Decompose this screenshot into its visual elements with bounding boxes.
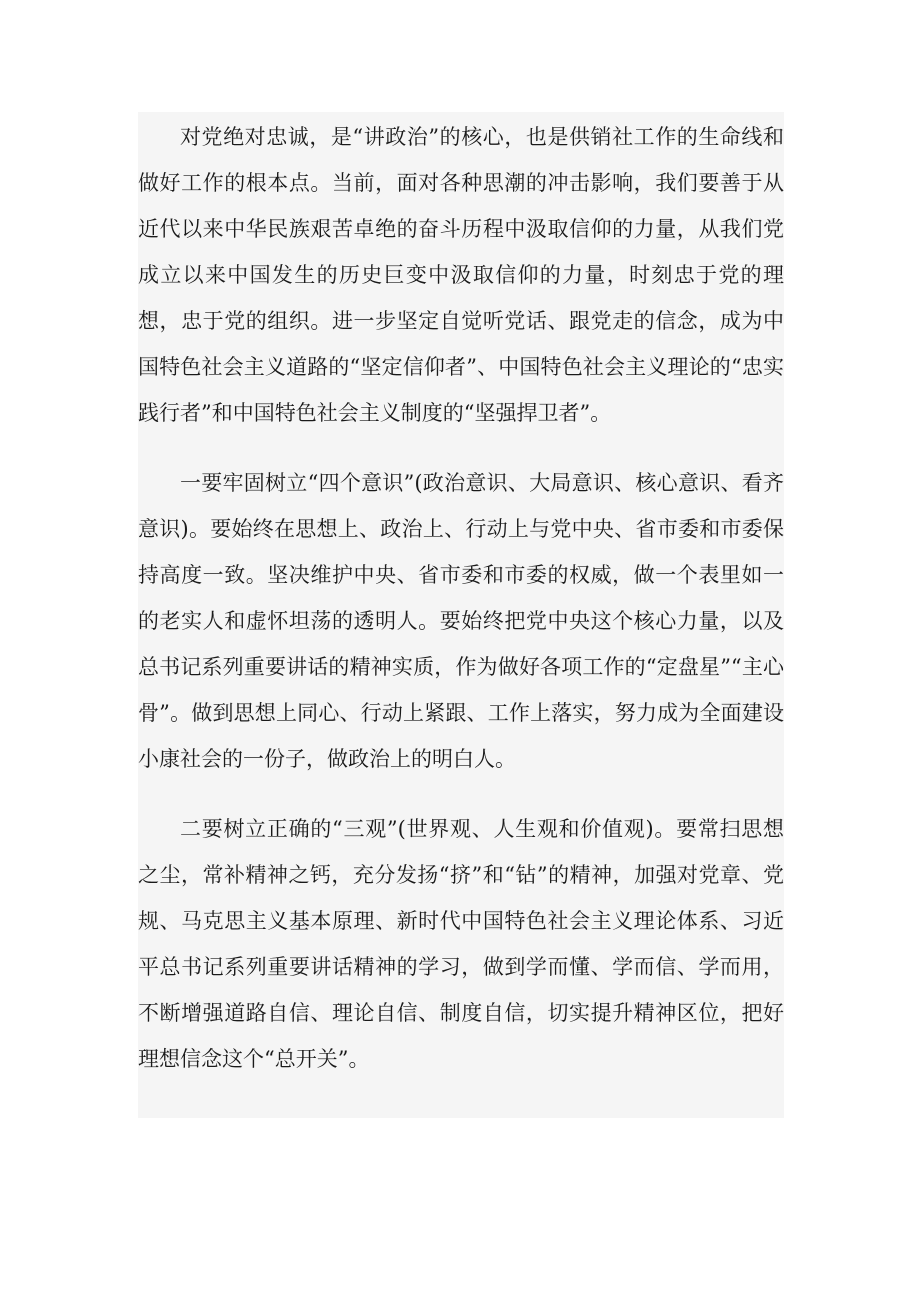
paragraph-spacer [138,436,784,460]
document-text-block [138,112,784,1118]
paragraph-four-consciousness: 一要牢固树立“四个意识”(政治意识、大局意识、核心意识、看齐意识)。要始终在思想上、政治上、行动上与党中央、省市委和市委保持高度一致。坚决维护中央、省市委和市委的权威，做一个表里如一的老实人和虚怀坦荡的透明人。要始终把党中央这个核心力量，以及总书记系列重要讲话的精神实质，作为做好各项工作的“定盘星”“主心骨”。做到思想上同心、行动上紧跟、工作上落实，努力成为全面建设小康社会的一份子，做政治上的明白人。 [138,471,784,771]
paragraph-loyalty: 对党绝对忠诚，是“讲政治”的核心，也是供销社工作的生命线和做好工作的根本点。当前，面对各种思潮的冲击影响，我们要善于从近代以来中华民族艰苦卓绝的奋斗历程中汲取信仰的力量，从我们党成立以来中国发生的历史巨变中汲取信仰的力量，时刻忠于党的理想，忠于党的组织。进一步坚定自觉听党话、跟党走的信念，成为中国特色社会主义道路的“坚定信仰者”、中国特色社会主义理论的“忠实践行者”和中国特色社会主义制度的“坚强捍卫者”。 [138,125,784,425]
paragraph-three-views: 二要树立正确的“三观”(世界观、人生观和价值观)。要常扫思想之尘，常补精神之钙，充分发扬“挤”和“钻”的精神，加强对党章、党规、马克思主义基本原理、新时代中国特色社会主义理论体系、习近平总书记系列重要讲话精神的学习，做到学而懂、学而信、学而用，不断增强道路自信、理论自信、制度自信，切实提升精神区位，把好理想信念这个“总开关”。 [138,817,784,1071]
paragraph-spacer [138,782,784,806]
